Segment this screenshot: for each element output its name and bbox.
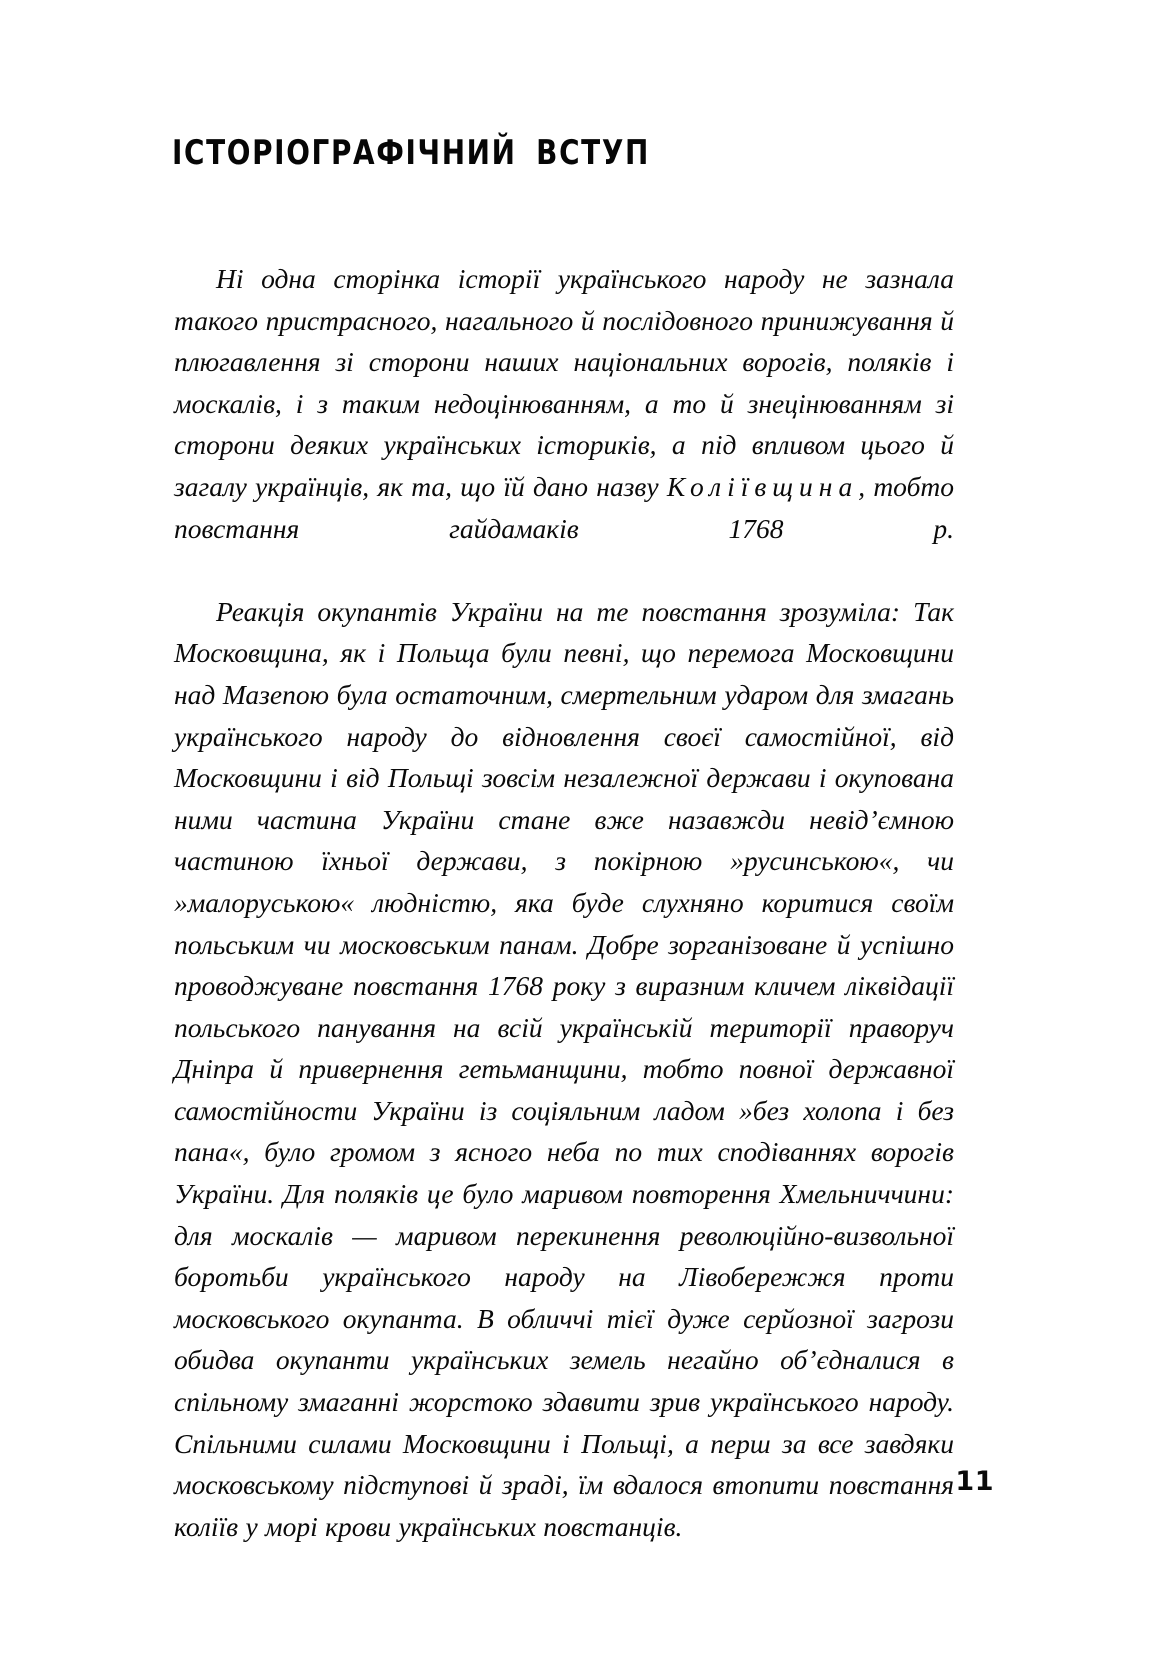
page-title: ІСТОРІОГРАФІЧНИЙ ВСТУП	[172, 132, 650, 173]
paragraph: Реакція окупантів України на те повстання зрозуміла: Так Московщина, як і Польща були певні, що перемога Московщини над Мазепою була остаточним, смертельним ударом для змагань українського народу до відновлення своєї самостійної, від Московщини і від Польщі зовсім незалежної держави і окупована ними частина України стане вже назавжди невід’ємною частиною їхньої держави, з покірною »русинською«, чи »малоруською« людністю, яка буде слухняно коритися своїм польським чи московським панам. Добре зорганізоване й успішно проводжуване повстання 1768 року з виразним кличем ліквідації польського панування на всій українській території праворуч Дніпра й привернення гетьманщини, тобто повної державної самостійности України із соціяльним ладом »без холопа і без пана«, було громом з ясного неба по тих сподіваннях ворогів України. Для поляків це було маривом повторення Хмельниччини: для москалів — маривом перекинення революційно-визвольної боротьби українського народу на Лівобережжя проти московського окупанта. В обличчі тієї дуже серйозної загрози обидва окупанти українських земель негайно об’єдналися в спільному змаганні жорстоко здавити зрив українського народу. Спільними силами Московщини і Польщі, а перш за все завдяки московському підступові й зраді, їм вдалося втопити повстання коліїв у морі крови українських повстанців.	[174, 595, 954, 1542]
body-text-block	[174, 258, 954, 1547]
emphasis-letterspaced: Коліївщина	[666, 470, 859, 502]
page-number: 11	[955, 1466, 994, 1497]
paragraph: Ні одна сторінка історії українського народу не зазнала такого пристрасного, нагального й послідовного принижування й плюгавлення зі сторони наших національних ворогів, поляків і москалів, і з таким недоцінюванням, а то й знецінюванням зі сторони деяких українських істориків, а під впливом цього й загалу українців, як та, що їй дано назву Коліївщина, тобто повстання гайдамаків 1768 р.	[174, 263, 955, 544]
